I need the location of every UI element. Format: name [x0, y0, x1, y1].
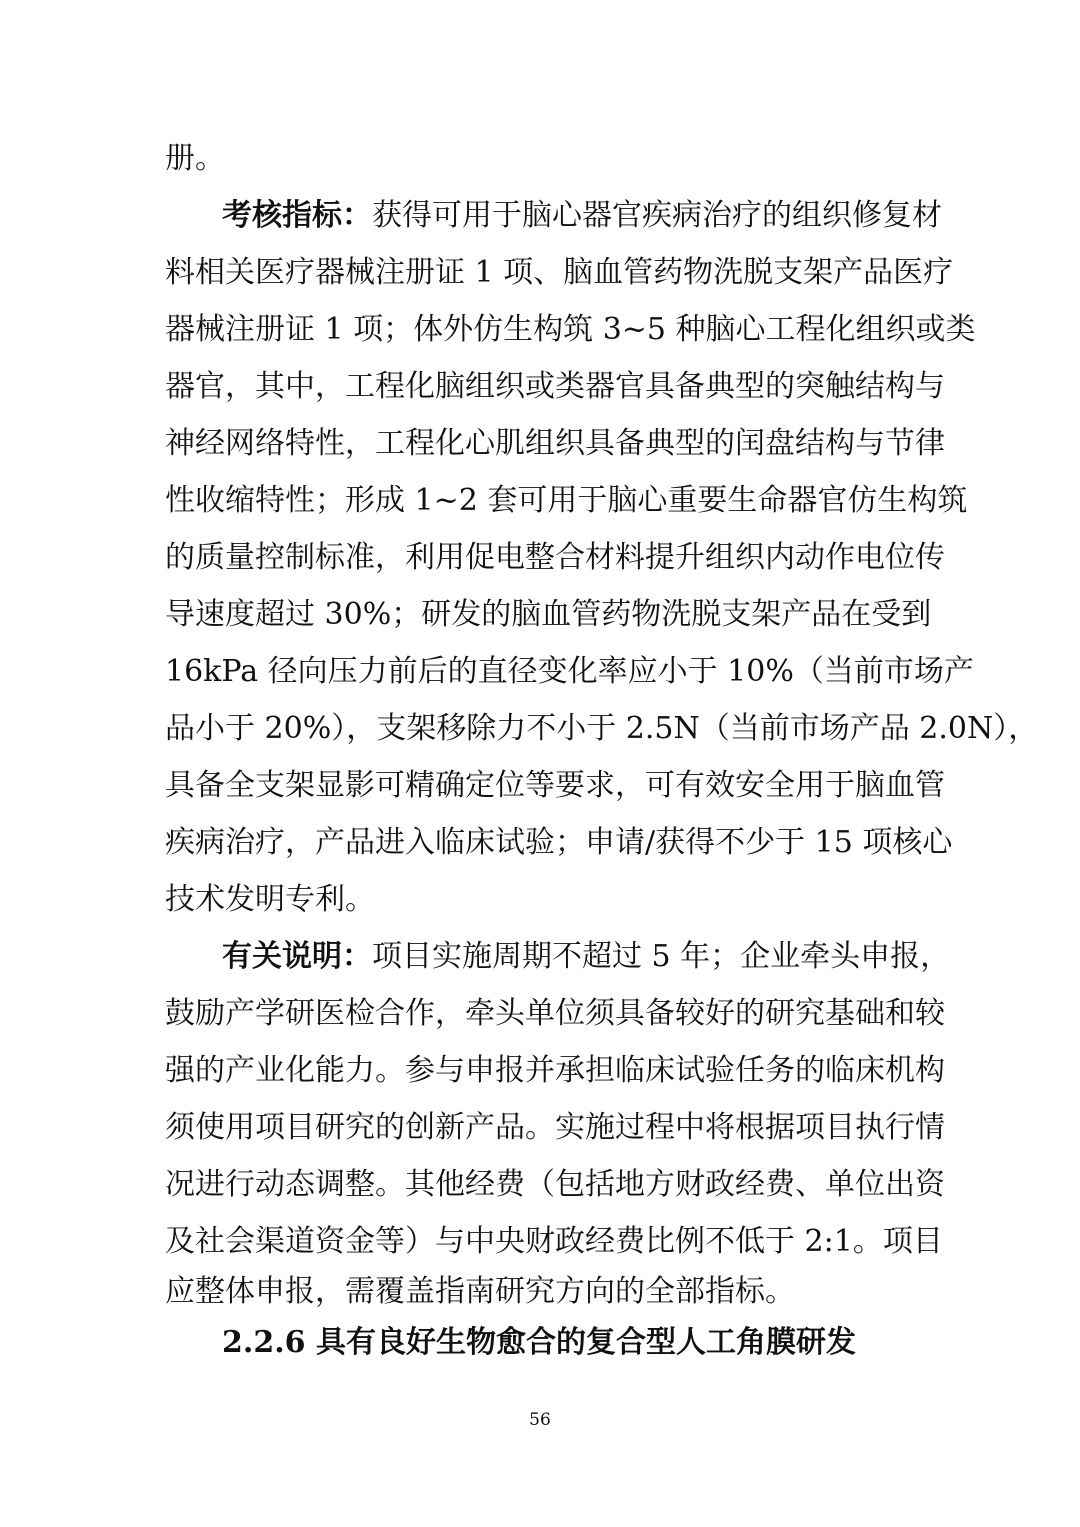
text-line: 具备全支架显影可精确定位等要求，可有效安全用于脑血管	[165, 768, 945, 803]
text-line: 的质量控制标准，利用促电整合材料提升组织内动作电位传	[165, 540, 945, 575]
notes-text: 项目实施周期不超过 5 年；企业牵头申报，	[372, 939, 951, 974]
text-line: 器官，其中，工程化脑组织或类器官具备典型的突触结构与	[165, 369, 945, 404]
assessment-text: 获得可用于脑心器官疾病治疗的组织修复材	[372, 198, 942, 233]
notes-paragraph-first-line	[222, 931, 951, 983]
text-line: 册。	[165, 141, 225, 176]
page-number: 56	[529, 1410, 551, 1430]
text-line: 技术发明专利。	[165, 882, 375, 917]
text-line: 料相关医疗器械注册证 1 项、脑血管药物洗脱支架产品医疗	[165, 255, 954, 290]
assessment-paragraph-first-line	[222, 190, 942, 242]
section-heading: 2.2.6 具有良好生物愈合的复合型人工角膜研发	[222, 1325, 856, 1360]
text-line: 须使用项目研究的创新产品。实施过程中将根据项目执行情	[165, 1110, 945, 1145]
text-line: 强的产业化能力。参与申报并承担临床试验任务的临床机构	[165, 1053, 945, 1088]
text-line: 导速度超过 30%；研发的脑血管药物洗脱支架产品在受到	[165, 597, 932, 632]
text-line: 应整体申报，需覆盖指南研究方向的全部指标。	[165, 1274, 795, 1309]
text-line: 鼓励产学研医检合作，牵头单位须具备较好的研究基础和较	[165, 996, 945, 1031]
text-line: 性收缩特性；形成 1~2 套可用于脑心重要生命器官仿生构筑	[165, 483, 968, 518]
assessment-term: 考核指标：	[222, 198, 372, 233]
text-line: 器械注册证 1 项；体外仿生构筑 3~5 种脑心工程化组织或类	[165, 312, 976, 347]
text-line: 及社会渠道资金等）与中央财政经费比例不低于 2:1。项目	[165, 1224, 943, 1259]
text-line: 品小于 20%），支架移除力不小于 2.5N（当前市场产品 2.0N），	[165, 711, 1039, 746]
text-line: 16kPa 径向压力前后的直径变化率应小于 10%（当前市场产	[165, 654, 974, 689]
text-line: 神经网络特性，工程化心肌组织具备典型的闰盘结构与节律	[165, 426, 945, 461]
notes-term: 有关说明：	[222, 939, 372, 974]
text-line: 况进行动态调整。其他经费（包括地方财政经费、单位出资	[165, 1167, 945, 1202]
text-line: 疾病治疗，产品进入临床试验；申请/获得不少于 15 项核心	[165, 825, 953, 860]
